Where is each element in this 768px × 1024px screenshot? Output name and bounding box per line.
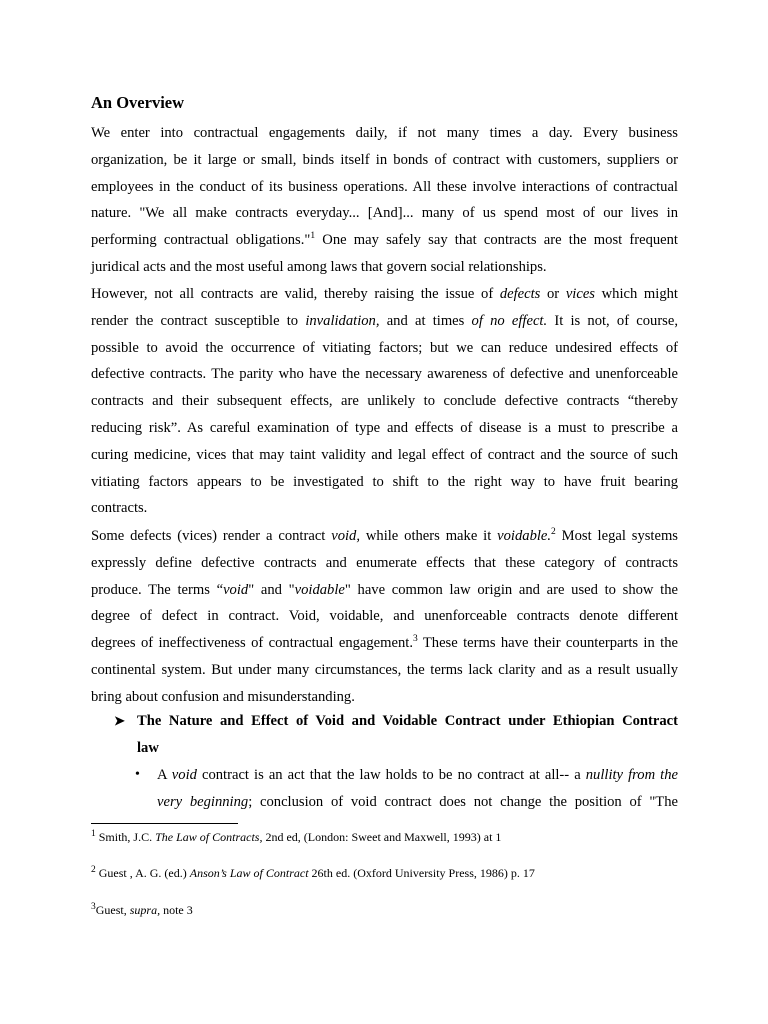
text-line: expressly define defective contracts and enumerate effects that these category of contracts [91, 554, 678, 571]
text-line: produce. The terms “void" and "voidable" have common law origin and are used to show the [91, 581, 678, 598]
text-line: possible to avoid the occurrence of vitiating factors; but we can reduce undesired effects of [91, 339, 678, 356]
text-line: employees in the conduct of its business operations. All these involve interactions of contractual [91, 178, 678, 195]
text-line: degrees of ineffectiveness of contractual engagement.$^3$ These terms have their counterparts in the [91, 634, 678, 652]
text-line: organization, be it large or small, binds itself in bonds of contract with customers, suppliers or [91, 151, 678, 168]
text-line: reducing risk”. As careful examination of type and effects of disease is a must to prescribe a [91, 419, 678, 436]
section-subheading [114, 708, 678, 762]
footnote-2: $^2$ Guest , A. G. (ed.) Anson’s Law of Contract 26th ed. (Oxford University Press, 1986) p. 17 [91, 865, 535, 880]
text-line: performing contractual obligations."$^1$ One may safely say that contracts are the most frequent [91, 231, 678, 249]
paragraph-void-voidable [91, 523, 678, 711]
text-line: render the contract susceptible to invalidation, and at times of no effect. It is not, of course, [91, 312, 678, 329]
paragraph-defects [91, 281, 678, 522]
text-line: law [137, 739, 159, 756]
footnote-1: $^1$ Smith, J.C. The Law of Contracts, 2nd ed, (London: Sweet and Maxwell, 1993) at 1 [91, 829, 502, 844]
footnote-3: $^3$Guest, supra, note 3 [91, 902, 193, 917]
footnote-divider [91, 823, 238, 824]
text-line: juridical acts and the most useful among laws that govern social relationships. [91, 258, 547, 275]
text-line: degree of defect in contract. Void, voidable, and unenforceable contracts denote different [91, 608, 678, 625]
footnote-ref[interactable]: 3 [413, 634, 418, 645]
text-line: A void contract is an act that the law holds to be no contract at all-- a nullity from the [157, 767, 679, 783]
footnote-ref[interactable]: 1 [310, 231, 316, 242]
page-title: An Overview [91, 93, 185, 112]
footnote-ref[interactable]: 2 [551, 527, 556, 537]
text-line: continental system. But under many circumstances, the terms lack clarity and as a result usually [91, 661, 678, 678]
bullet-dot-icon: • [135, 767, 140, 782]
text-line: curing medicine, vices that may taint validity and legal effect of contract and the source of such [91, 446, 678, 463]
text-line: We enter into contractual engagements daily, if not many times a day. Every business [91, 125, 678, 141]
text-line: However, not all contracts are valid, thereby raising the issue of defects or vices which might [91, 286, 678, 302]
text-line: The Nature and Effect of Void and Voidable Contract under Ethiopian Contract [137, 713, 678, 729]
text-line: vitiating factors appears to be investigated to shift to the right way to have fruit bearing [91, 473, 678, 490]
text-line: Some defects (vices) render a contract void, while others make it voidable.$^2$ Most legal systems [91, 527, 678, 544]
paragraph-overview [91, 120, 678, 281]
arrow-bullet-icon: ➤ [114, 713, 125, 728]
bullet-item-void [135, 762, 679, 816]
text-line: defective contracts. The parity who have the necessary awareness of defective and unenforceable [91, 366, 678, 383]
text-line: nature. "We all make contracts everyday... [And]... many of us spend most of our lives in [91, 205, 678, 222]
text-line: very beginning; conclusion of void contract does not change the position of "The [157, 793, 678, 810]
text-line: contracts and their subsequent effects, are unlikely to conclude defective contracts “thereby [91, 393, 678, 410]
text-line: contracts. [91, 500, 148, 517]
text-line: bring about confusion and misunderstanding. [91, 688, 355, 705]
